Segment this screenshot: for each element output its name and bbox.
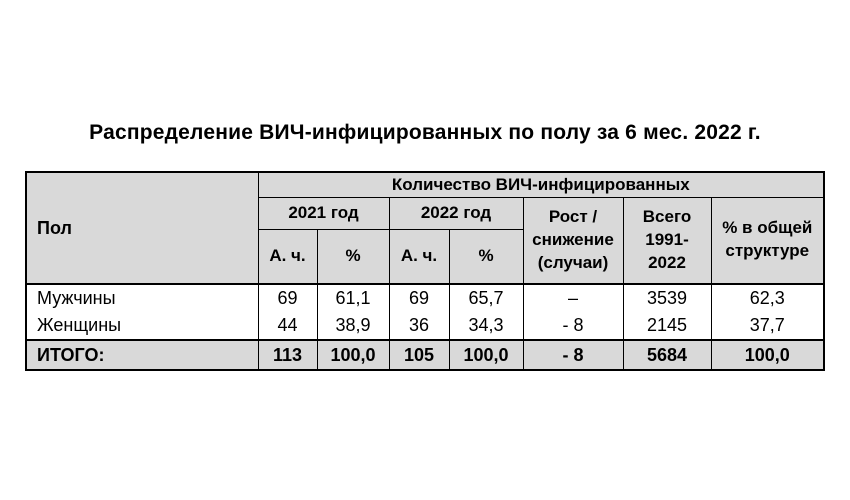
cell-gender-men: Мужчины xyxy=(26,284,258,312)
cell-total-abs-2022: 105 xyxy=(389,340,449,370)
cell-men-growth: – xyxy=(523,284,623,312)
table-row-total xyxy=(26,340,824,370)
cell-women-share: 37,7 xyxy=(711,312,824,340)
table-row-men xyxy=(26,284,824,312)
cell-men-total: 3539 xyxy=(623,284,711,312)
cell-total-pct-2021: 100,0 xyxy=(317,340,389,370)
cell-total-pct-2022: 100,0 xyxy=(449,340,523,370)
header-pct-2022: % xyxy=(449,229,523,284)
cell-gender-women: Женщины xyxy=(26,312,258,340)
cell-women-pct-2022: 34,3 xyxy=(449,312,523,340)
hiv-distribution-table xyxy=(25,171,825,371)
cell-men-pct-2022: 65,7 xyxy=(449,284,523,312)
cell-women-abs-2021: 44 xyxy=(258,312,317,340)
header-row-group xyxy=(26,172,824,197)
page-title: Распределение ВИЧ-инфицированных по полу за 6 мес. 2022 г. xyxy=(89,121,761,144)
header-total-1991-2022: Всего 1991- 2022 xyxy=(623,197,711,284)
header-pct-2021: % xyxy=(317,229,389,284)
cell-men-abs-2021: 69 xyxy=(258,284,317,312)
cell-women-total: 2145 xyxy=(623,312,711,340)
cell-total-abs-2021: 113 xyxy=(258,340,317,370)
cell-total-total: 5684 xyxy=(623,340,711,370)
cell-men-pct-2021: 61,1 xyxy=(317,284,389,312)
header-gender: Пол xyxy=(26,172,258,284)
header-group-title: Количество ВИЧ-инфицированных xyxy=(258,172,824,197)
cell-women-growth: - 8 xyxy=(523,312,623,340)
cell-total-growth: - 8 xyxy=(523,340,623,370)
header-abs-2022: А. ч. xyxy=(389,229,449,284)
cell-women-pct-2021: 38,9 xyxy=(317,312,389,340)
cell-men-abs-2022: 69 xyxy=(389,284,449,312)
header-year-2021: 2021 год xyxy=(258,197,389,229)
header-share: % в общей структуре xyxy=(711,197,824,284)
header-growth: Рост / снижение (случаи) xyxy=(523,197,623,284)
cell-total-label: ИТОГО: xyxy=(26,340,258,370)
cell-men-share: 62,3 xyxy=(711,284,824,312)
header-abs-2021: А. ч. xyxy=(258,229,317,284)
header-year-2022: 2022 год xyxy=(389,197,523,229)
cell-women-abs-2022: 36 xyxy=(389,312,449,340)
hiv-distribution-table-container xyxy=(25,171,823,371)
cell-total-share: 100,0 xyxy=(711,340,824,370)
table-row-women xyxy=(26,312,824,340)
